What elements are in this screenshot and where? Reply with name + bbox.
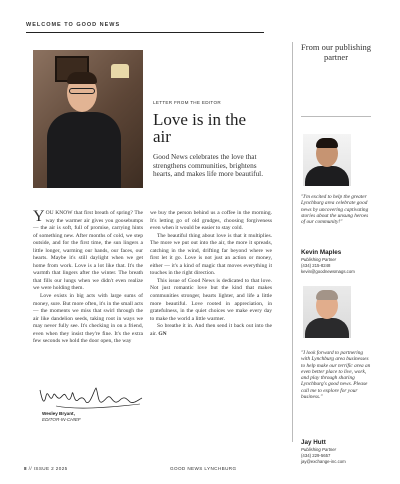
partner-quote: "I'm excited to help the greater Lynchburg area celebrate good news by uncovering captivating stories about the unsung heroes of our community!" (301, 194, 369, 226)
signature-name: Wesley Bryant, (42, 411, 75, 416)
partner-headshot (303, 286, 351, 338)
partner-phone: (434) 229-5657 (301, 453, 331, 458)
editor-photo (33, 50, 143, 188)
end-mark: GN (158, 330, 167, 337)
partner-role: Publishing Partner (301, 257, 337, 262)
article-paragraph: This issue of Good News is dedicated to that love. Not just romantic love but the kind that makes communities stronger, hearts lighter, and life a little more beautiful. Love rooted in appreciation, in gratefulness, in the quiet choices we make every day to make the world a little warmer. (150, 277, 272, 322)
partner-role: Publishing Partner (301, 447, 337, 452)
article-paragraph: we buy the person behind us a coffee in the morning. It's letting go of old grudges, choosing forgiveness even when it would be easier to stay cold. (150, 210, 272, 232)
article-deck: Good News celebrates the love that strengthens communities, brightens hearts, and makes life more beautiful. (153, 152, 264, 179)
signature-image (36, 382, 146, 412)
footer-page-info (24, 466, 68, 471)
section-divider (26, 32, 264, 33)
footer-publication: GOOD NEWS LYNCHBURG (170, 466, 237, 471)
page-title: Love is in the air (153, 110, 247, 146)
article-paragraph: So breathe it in. And then send it back out into the air. GN (150, 323, 272, 337)
sidebar-title: From our publishing partner (301, 42, 371, 62)
dropcap: Y (33, 208, 45, 225)
article-paragraph: Love exists in big acts with large sums of money, sure. But more often, it's in the small acts — the moments we miss that swirl through the air like dandelion seeds, taking root in ways we may never fully see. It's checking in on a friend, even when they insist they're fine. It's the extra few seconds we hold the door open, the way (33, 293, 143, 345)
issue-label: // ISSUE 2 2025 (28, 466, 68, 471)
partner-phone: (434) 215-8248 (301, 263, 331, 268)
article-column-right (150, 210, 272, 338)
partner-quote: "I look forward to partnering with Lynchburg area businesses to help make our terrific area an even better place to live, work, and play through sharing Lynchburg's good news. Please call me to explore for your business." (301, 350, 371, 401)
section-label: WELCOME TO GOOD NEWS (26, 22, 121, 28)
signature-role: EDITOR-IN-CHIEF (42, 417, 81, 422)
page-number: 8 (24, 466, 27, 471)
article-paragraph: YOU KNOW that first breath of spring? The way the warmer air gives you goosebumps — the air is soft, full of promise, carrying hints of something new. After months of cold, we step outside, and for the first time, the sun lingers a little longer, warming our hands, our faces, our hearts. Maybe it's still daylight when we get home from work. Love is a lot like that. It's the warmth that lingers after the winter. The breath that fills our lungs when we didn't even realize we were holding them. (33, 208, 143, 292)
editor-label: LETTER FROM THE EDITOR (153, 100, 221, 105)
partner-name: Kevin Maples (301, 249, 342, 256)
partner-email: jay@exchange-inc.com (301, 459, 346, 464)
publishing-partner-sidebar (292, 42, 371, 464)
article-paragraph: The beautiful thing about love is that it multiplies. The more we put out into the air, the more it spreads, catching in the wind, drifting far beyond where we first let it go. Love is not just an action or money, either — it's a kind of magic that moves everything it touches in the right direction. (150, 232, 272, 277)
article-column-left (33, 210, 143, 346)
sidebar-divider (301, 116, 371, 117)
partner-headshot (303, 134, 351, 186)
partner-name: Jay Hutt (301, 439, 326, 446)
partner-email: kevin@goodnewsmags.com (301, 269, 355, 274)
